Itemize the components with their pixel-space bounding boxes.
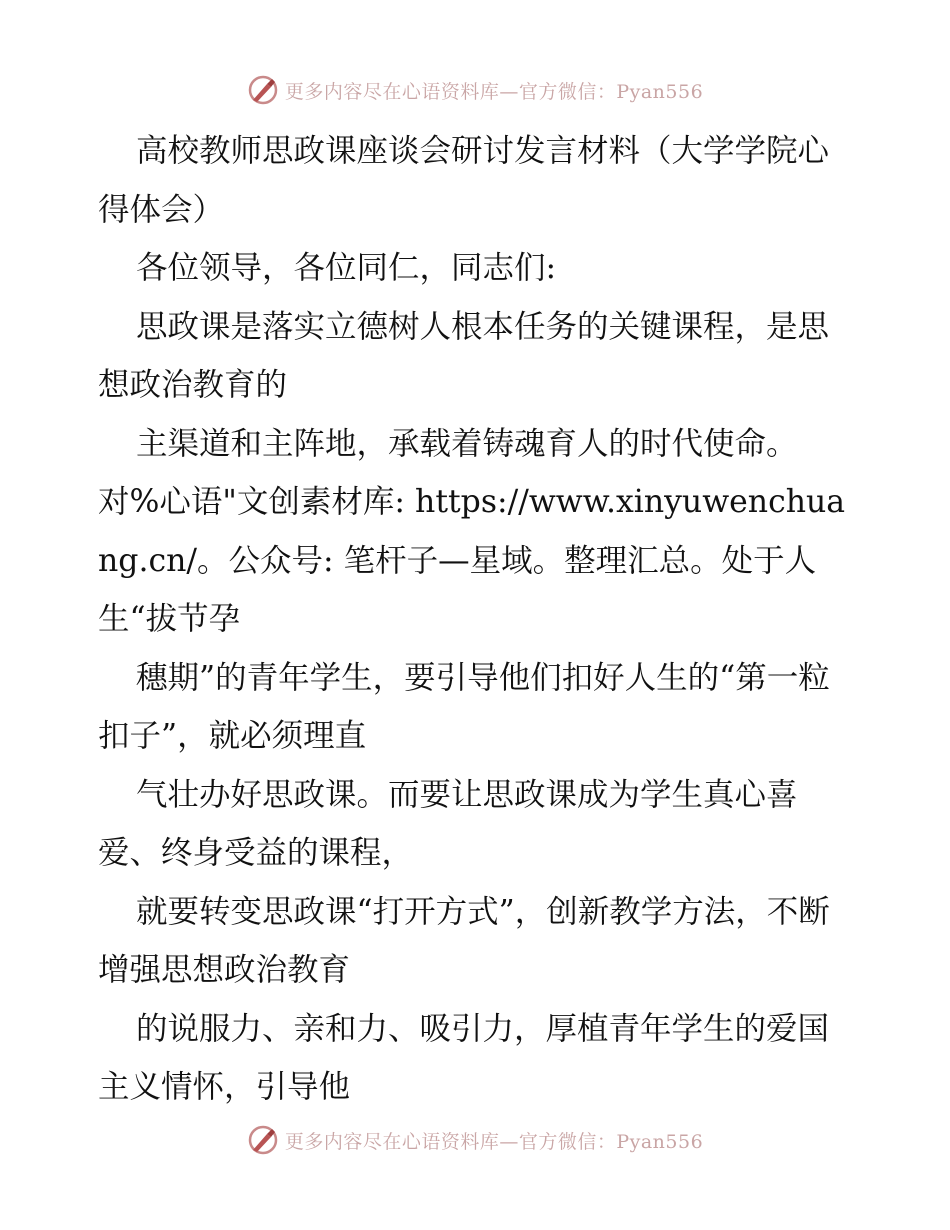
header-watermark-text: 更多内容尽在心语资料库—官方微信：Pyan556 xyxy=(284,80,704,103)
paragraph: 穗期”的青年学生，要引导他们扣好人生的“第一粒扣子”，就必须理直 xyxy=(98,659,830,754)
paragraph: 气壮办好思政课。而要让思政课成为学生真心喜爱、终身受益的课程， xyxy=(98,776,798,871)
paragraph: 的说服力、亲和力、吸引力，厚植青年学生的爱国主义情怀，引导他 xyxy=(98,1010,830,1105)
pen-circle-logo-icon xyxy=(247,1124,279,1156)
document-body xyxy=(98,122,858,1117)
paragraph: 就要转变思政课“打开方式”，创新教学方法，不断增强思想政治教育 xyxy=(98,893,830,988)
footer-watermark-banner xyxy=(0,1120,950,1160)
paragraph: 思政课是落实立德树人根本任务的关键课程，是思想政治教育的 xyxy=(98,308,830,403)
footer-watermark-text: 更多内容尽在心语资料库—官方微信：Pyan556 xyxy=(284,1130,704,1153)
document-title: 高校教师思政课座谈会研讨发言材料（大学学院心得体会） xyxy=(98,133,830,228)
paragraph: 各位领导，各位同仁，同志们: xyxy=(136,250,557,286)
pen-circle-logo-icon xyxy=(247,74,279,106)
paragraph: 主渠道和主阵地，承载着铸魂育人的时代使命。对%心语"文创素材库: https://www.xinyuwenchuang.cn/。公众号: 笔杆子—星域。整理汇总。处于人生“拔节孕 xyxy=(98,425,846,637)
header-watermark-banner xyxy=(0,70,950,110)
